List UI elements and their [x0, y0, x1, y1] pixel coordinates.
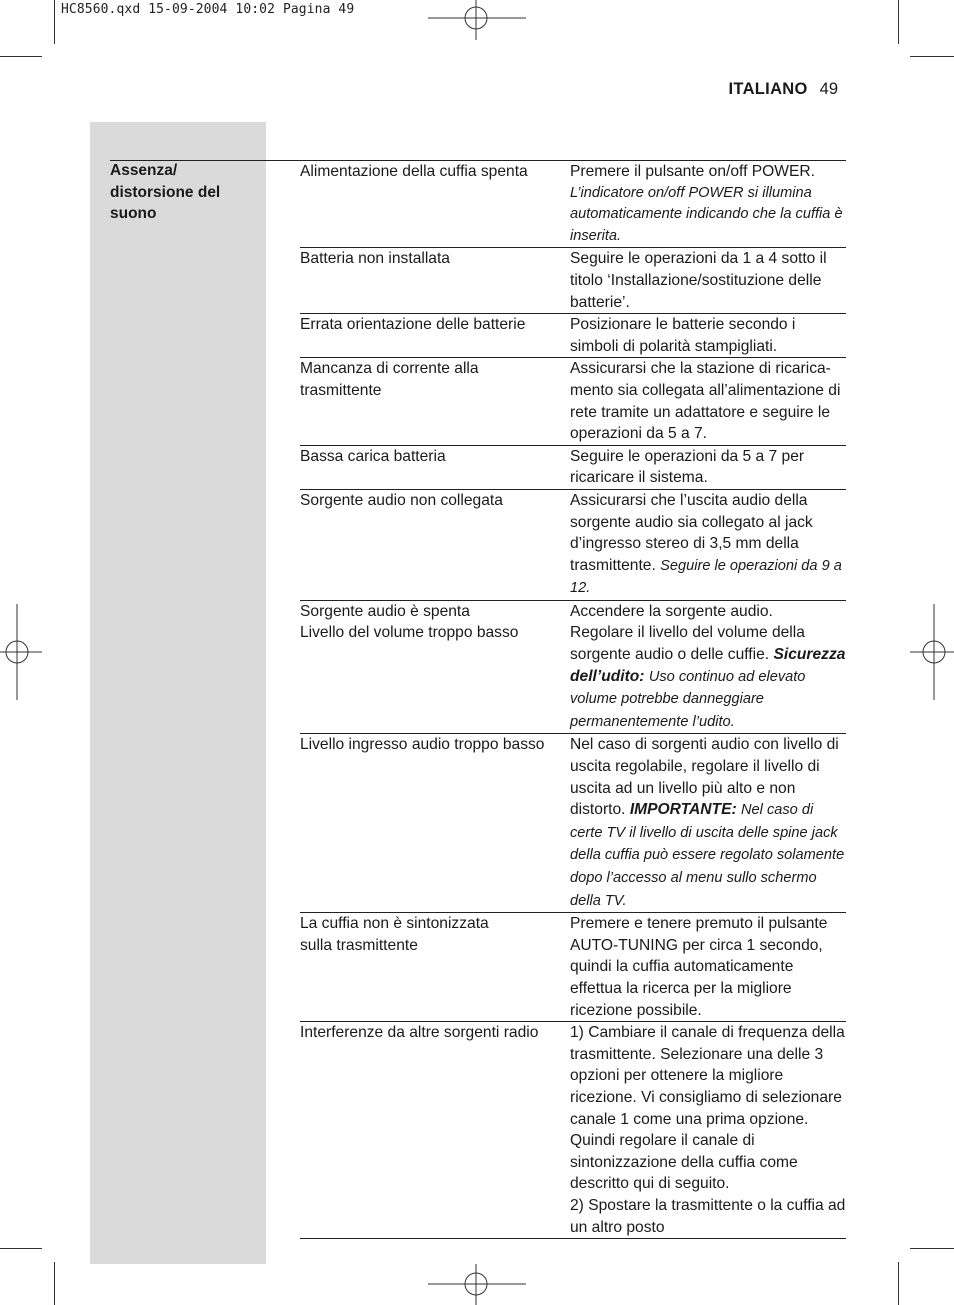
- table-row: [300, 445, 846, 489]
- solution-text: Seguire le operazioni da 5 a 7 per ricaricare il sistema.: [570, 447, 805, 487]
- solution-cell: [570, 446, 846, 489]
- problem-topic: Assenza/ distorsione del suono: [110, 162, 221, 222]
- registration-mark-right: [910, 604, 954, 700]
- troubleshooting-table: [300, 160, 846, 1239]
- registration-mark-top: [428, 0, 526, 40]
- registration-mark-left: [0, 604, 42, 700]
- solution-cell: [570, 161, 846, 247]
- solution-text-2: 2) Spostare la trasmittente o la cuffia ad un altro posto: [570, 1196, 846, 1236]
- cause-cell: Bassa carica batteria: [300, 447, 446, 465]
- grey-sidebar: [90, 122, 266, 1264]
- cause-cell: Errata orientazione delle batterie: [300, 316, 526, 334]
- solution-note: Uso continuo ad elevato volume potrebbe danneggiare permanentemente l’udito.: [570, 668, 806, 730]
- solution-text: Accendere la sorgente audio.: [570, 602, 773, 620]
- table-row: [300, 912, 846, 1021]
- solution-emphasis: Sicurezza dell’udito:: [570, 646, 846, 685]
- table-row: [300, 600, 846, 623]
- solution-text: 1) Cambiare il canale di frequenza della trasmittente. Selezionare una delle 3 opzioni per ottenere la migliore ricezione. Vi consigliamo di selezionare canale 1 come una prima opzione. Quindi regolare il canale di sintonizzazione della cuffia come descritto qui di seguito.: [570, 1024, 845, 1193]
- cause-cell: Mancanza di corrente alla trasmittente: [300, 360, 479, 399]
- table-row: [300, 1021, 846, 1238]
- table-row: [300, 622, 846, 733]
- solution-cell: [570, 734, 846, 912]
- file-slug-line: HC8560.qxd 15-09-2004 10:02 Pagina 49: [61, 2, 355, 17]
- cause-cell: Livello del volume troppo basso: [300, 624, 519, 642]
- solution-cell: [570, 1022, 846, 1238]
- solution-note: Seguire le operazioni da 9 a 12.: [570, 557, 842, 597]
- solution-text: Nel caso di sorgenti audio con livello di uscita regolabile, regolare il livello di uscita ad un livello più alto e non distorto.: [570, 736, 839, 819]
- table-row: [300, 357, 846, 444]
- table-row: [300, 313, 846, 357]
- solution-cell: [570, 248, 846, 313]
- cause-cell: Sorgente audio non collegata: [300, 491, 503, 509]
- cause-cell: Sorgente audio è spenta: [300, 602, 470, 620]
- solution-text: Assicurarsi che l’uscita audio della sorgente audio sia collegato al jack d’ingresso stereo di 3,5 mm della trasmittente.: [570, 491, 813, 574]
- table-row: [300, 160, 846, 247]
- cause-cell: Livello ingresso audio troppo basso: [300, 736, 545, 754]
- solution-text: Seguire le operazioni da 1 a 4 sotto il titolo ‘Installazione/sostituzione delle batterie’.: [570, 250, 827, 311]
- table-row: [300, 489, 846, 600]
- solution-note: Nel caso di certe TV il livello di uscita delle spine jack della cuffia può essere regolato solamente dopo l’accesso al menu sullo schermo della TV.: [570, 802, 845, 909]
- solution-cell: [570, 358, 846, 444]
- solution-cell: [570, 601, 846, 623]
- table-row: [300, 733, 846, 912]
- registration-mark-bottom: [428, 1264, 526, 1305]
- table-row: [300, 247, 846, 313]
- solution-cell: [570, 314, 846, 357]
- solution-cell: [570, 913, 846, 1021]
- solution-note: L’indicatore on/off POWER si illumina automaticamente indicando che la cuffia è inserita.: [570, 184, 843, 244]
- cause-cell: Alimentazione della cuffia spenta: [300, 163, 528, 180]
- solution-text: Premere e tenere premuto il pulsante AUTO-TUNING per circa 1 secondo, quindi la cuffia automaticamente effettua la ricerca per la migliore ricezione possibile.: [570, 915, 828, 1019]
- page-header: [729, 80, 838, 99]
- language-label: ITALIANO: [728, 80, 808, 98]
- solution-cell: [570, 490, 846, 600]
- solution-cell: [570, 622, 846, 733]
- page-number: 49: [819, 80, 838, 98]
- cause-cell: La cuffia non è sintonizzata sulla trasmittente: [300, 915, 489, 954]
- solution-text: Posizionare le batterie secondo i simboli di polarità stampigliati.: [570, 316, 796, 355]
- solution-emphasis: IMPORTANTE:: [629, 801, 737, 819]
- cause-cell: Interferenze da altre sorgenti radio: [300, 1024, 539, 1042]
- cause-cell: Batteria non installata: [300, 250, 450, 268]
- solution-text: Assicurarsi che la stazione di ricarica-mento sia collegata all’alimentazione di rete tramite un adattatore e seguire le operazioni da 5 a 7.: [570, 360, 841, 443]
- solution-text: Regolare il livello del volume della sorgente audio o delle cuffie.: [570, 624, 805, 664]
- solution-text: Premere il pulsante on/off POWER.: [570, 163, 815, 180]
